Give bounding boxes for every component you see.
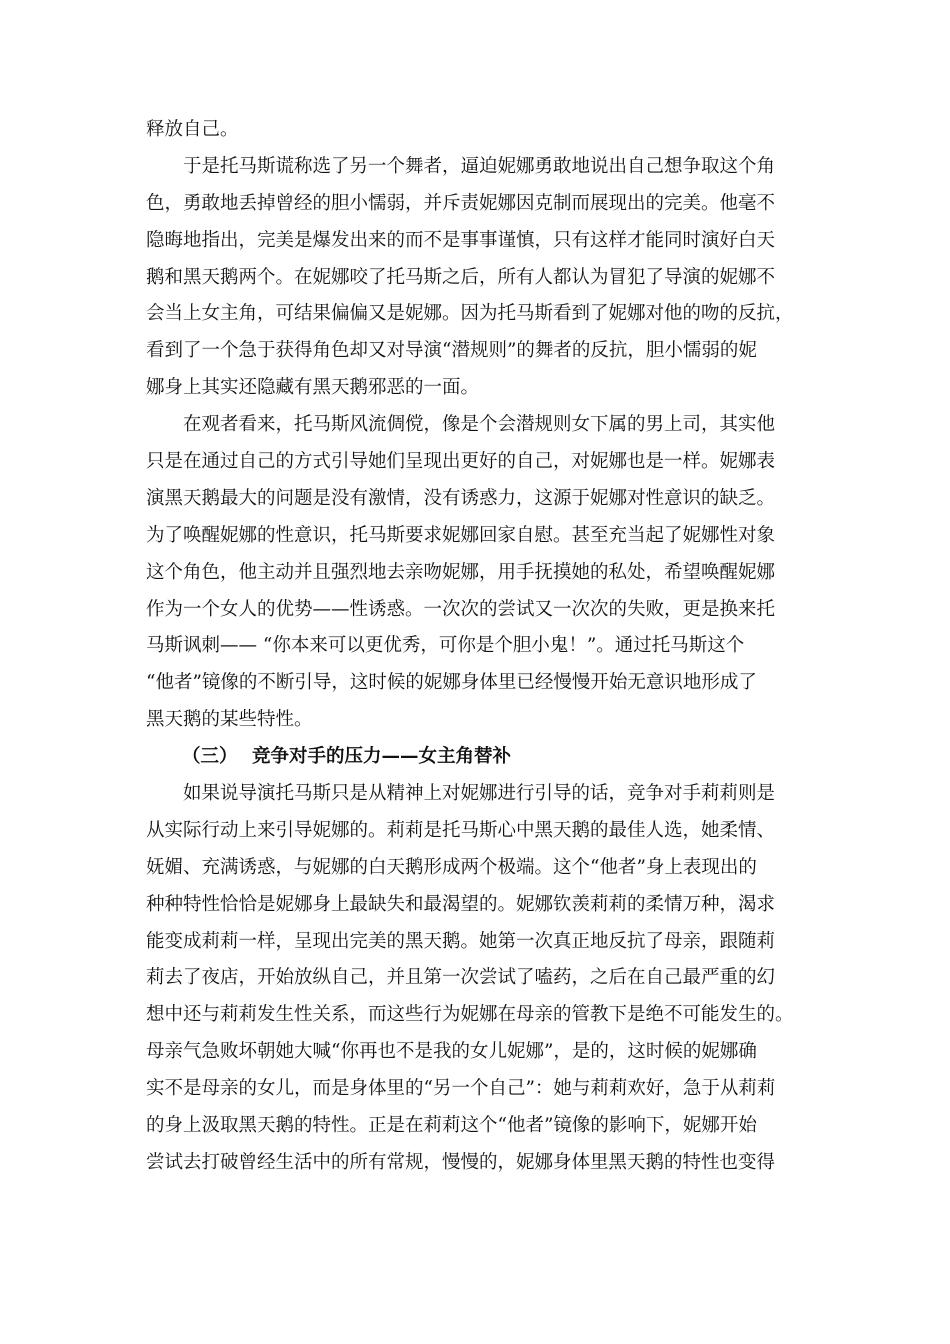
text-line: 隐晦地指出，完美是爆发出来的而不是事事谨慎，只有这样才能同时演好白天 bbox=[146, 229, 776, 251]
text-line: 想中还与莉莉发生性关系，而这些行为妮娜在母亲的管教下是绝不可能发生的。 bbox=[146, 1004, 794, 1026]
text-line: 作为一个女人的优势——性诱惑。一次次的尝试又一次次的失败，更是换来托 bbox=[146, 598, 776, 620]
text-line: 黑天鹅的某些特性。 bbox=[146, 709, 313, 731]
text-line: 莉去了夜店，开始放纵自己，并且第一次尝试了嗑药，之后在自己最严重的幻 bbox=[146, 967, 776, 989]
section-number: （三） bbox=[182, 746, 238, 768]
text-line: “他者”镜像的不断引导，这时候的妮娜身体里已经慢慢开始无意识地形成了 bbox=[146, 672, 757, 694]
text-line: 妩媚、充满诱惑，与妮娜的白天鹅形成两个极端。这个“他者”身上表现出的 bbox=[146, 856, 757, 878]
text-line: 会当上女主角，可结果偏偏又是妮娜。因为托马斯看到了妮娜对他的吻的反抗， bbox=[146, 303, 794, 325]
paragraph bbox=[146, 407, 836, 739]
text-line: 实不是母亲的女儿，而是身体里的“另一个自己”：她与莉莉欢好，急于从莉莉 bbox=[146, 1078, 776, 1100]
section-title: 竞争对手的压力——女主角替补 bbox=[252, 746, 512, 768]
text-line: 尝试去打破曾经生活中的所有常规，慢慢的，妮娜身体里黑天鹅的特性也变得 bbox=[146, 1151, 776, 1173]
section-heading bbox=[146, 739, 836, 776]
paragraph bbox=[146, 149, 836, 407]
text-line: 娜身上其实还隐藏有黑天鹅邪恶的一面。 bbox=[146, 377, 480, 399]
text-line: 能变成莉莉一样，呈现出完美的黑天鹅。她第一次真正地反抗了母亲，跟随莉 bbox=[146, 930, 776, 952]
text-line: 色，勇敢地丢掉曾经的胆小懦弱，并斥责妮娜因克制而展现出的完美。他毫不 bbox=[146, 192, 776, 214]
text-line: 如果说导演托马斯只是从精神上对妮娜进行引导的话，竞争对手莉莉则是 bbox=[183, 783, 776, 805]
text-line: 看到了一个急于获得角色却又对导演“潜规则”的舞者的反抗，胆小懦弱的妮 bbox=[146, 340, 757, 362]
text-line: 在观者看来，托马斯风流倜傥，像是个会潜规则女下属的男上司，其实他 bbox=[183, 414, 776, 436]
body-text bbox=[146, 112, 836, 1182]
text-line: 从实际行动上来引导妮娜的。莉莉是托马斯心中黑天鹅的最佳人选，她柔情、 bbox=[146, 819, 776, 841]
text-line: 于是托马斯谎称选了另一个舞者，逼迫妮娜勇敢地说出自己想争取这个角 bbox=[183, 155, 776, 177]
paragraph bbox=[146, 112, 836, 149]
text-line: 这个角色，他主动并且强烈地去亲吻妮娜，用手抚摸她的私处，希望唤醒妮娜 bbox=[146, 561, 776, 583]
text-line: 释放自己。 bbox=[146, 119, 239, 140]
text-line: 母亲气急败坏朝她大喊“你再也不是我的女儿妮娜”，是的，这时候的妮娜确 bbox=[146, 1041, 757, 1063]
text-line: 为了唤醒妮娜的性意识，托马斯要求妮娜回家自慰。甚至充当起了妮娜性对象 bbox=[146, 524, 776, 546]
text-line: 马斯讽刺—— “你本来可以更优秀，可你是个胆小鬼！”。通过托马斯这个 bbox=[146, 635, 745, 657]
text-line: 鹅和黑天鹅两个。在妮娜咬了托马斯之后，所有人都认为冒犯了导演的妮娜不 bbox=[146, 266, 776, 288]
text-line: 种种特性恰恰是妮娜身上最缺失和最渴望的。妮娜钦羡莉莉的柔情万种，渴求 bbox=[146, 893, 776, 915]
paragraph bbox=[146, 776, 836, 1182]
text-line: 的身上汲取黑天鹅的特性。正是在莉莉这个“他者”镜像的影响下，妮娜开始 bbox=[146, 1115, 757, 1137]
text-line: 演黑天鹅最大的问题是没有激情，没有诱惑力，这源于妮娜对性意识的缺乏。 bbox=[146, 487, 776, 509]
text-line: 只是在通过自己的方式引导她们呈现出更好的自己，对妮娜也是一样。妮娜表 bbox=[146, 451, 776, 473]
